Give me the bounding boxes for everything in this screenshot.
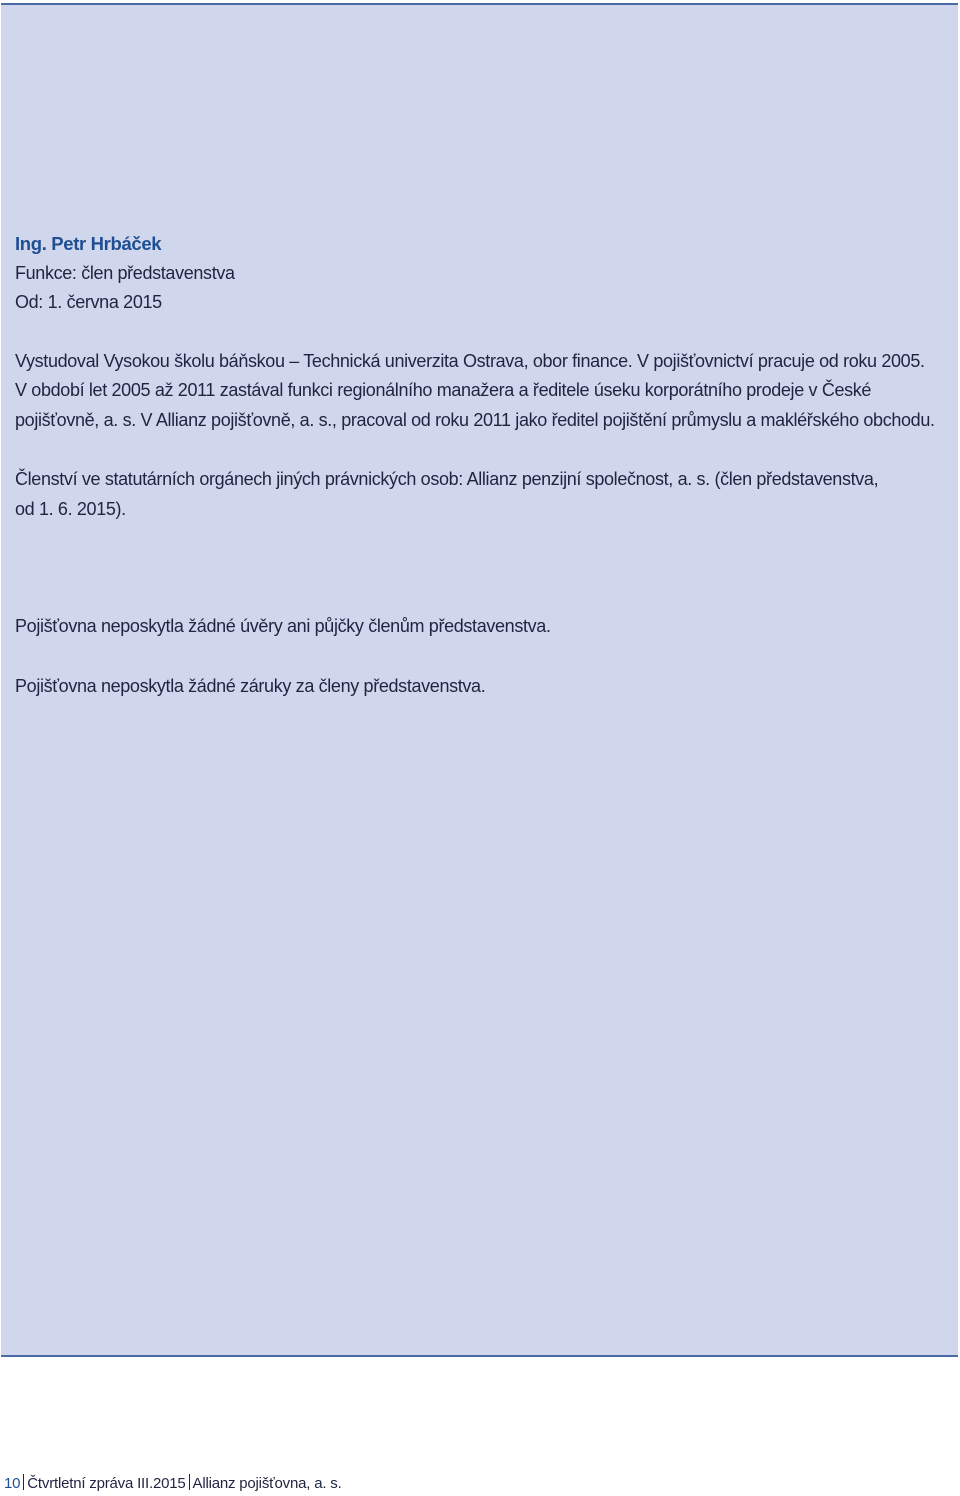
bio-line: pojišťovně, a. s. V Allianz pojišťovně, a. s., pracoval od roku 2011 jako ředitel pojištění průmyslu a makléřského obchodu. [15,409,935,430]
member-name: Ing. Petr Hrbáček [15,233,162,254]
report-title: Čtvrtletní zpráva III.2015 [27,1475,186,1492]
membership-paragraph [15,465,945,524]
bio-line: V období let 2005 až 2011 zastával funkci regionálního manažera a ředitele úseku korporátního prodeje v České [15,380,872,400]
page-number: 10 [4,1475,21,1492]
company-name: Allianz pojišťovna, a. s. [192,1475,342,1492]
spacer [15,642,945,672]
loans-statement [15,612,945,642]
footer-separator [189,1474,190,1490]
loans-statement-text: Pojišťovna neposkytla žádné úvěry ani půjčky členům představenstva. [15,616,551,636]
member-function: Funkce: člen představenstva [15,262,235,283]
guarantees-statement-text: Pojišťovna neposkytla žádné záruky za členy představenstva. [15,675,486,696]
page-footer [4,1474,342,1494]
bio-line: Vystudoval Vysokou školu báňskou – Technická univerzita Ostrava, obor finance. V pojišťovnictví pracuje od roku 2005. [15,350,925,371]
footer-separator [23,1474,24,1490]
board-member-profile [15,229,945,701]
bio-paragraph [15,347,945,436]
spacer [15,524,945,612]
spacer [15,318,945,347]
spacer [15,435,945,465]
member-since: Od: 1. června 2015 [15,292,162,312]
membership-line: od 1. 6. 2015). [15,498,126,519]
guarantees-statement [15,672,945,702]
membership-line: Členství ve statutárních orgánech jiných právnických osob: Allianz penzijní společnost, a. s. (člen představenstva, [15,469,879,489]
content-panel [1,3,958,1357]
